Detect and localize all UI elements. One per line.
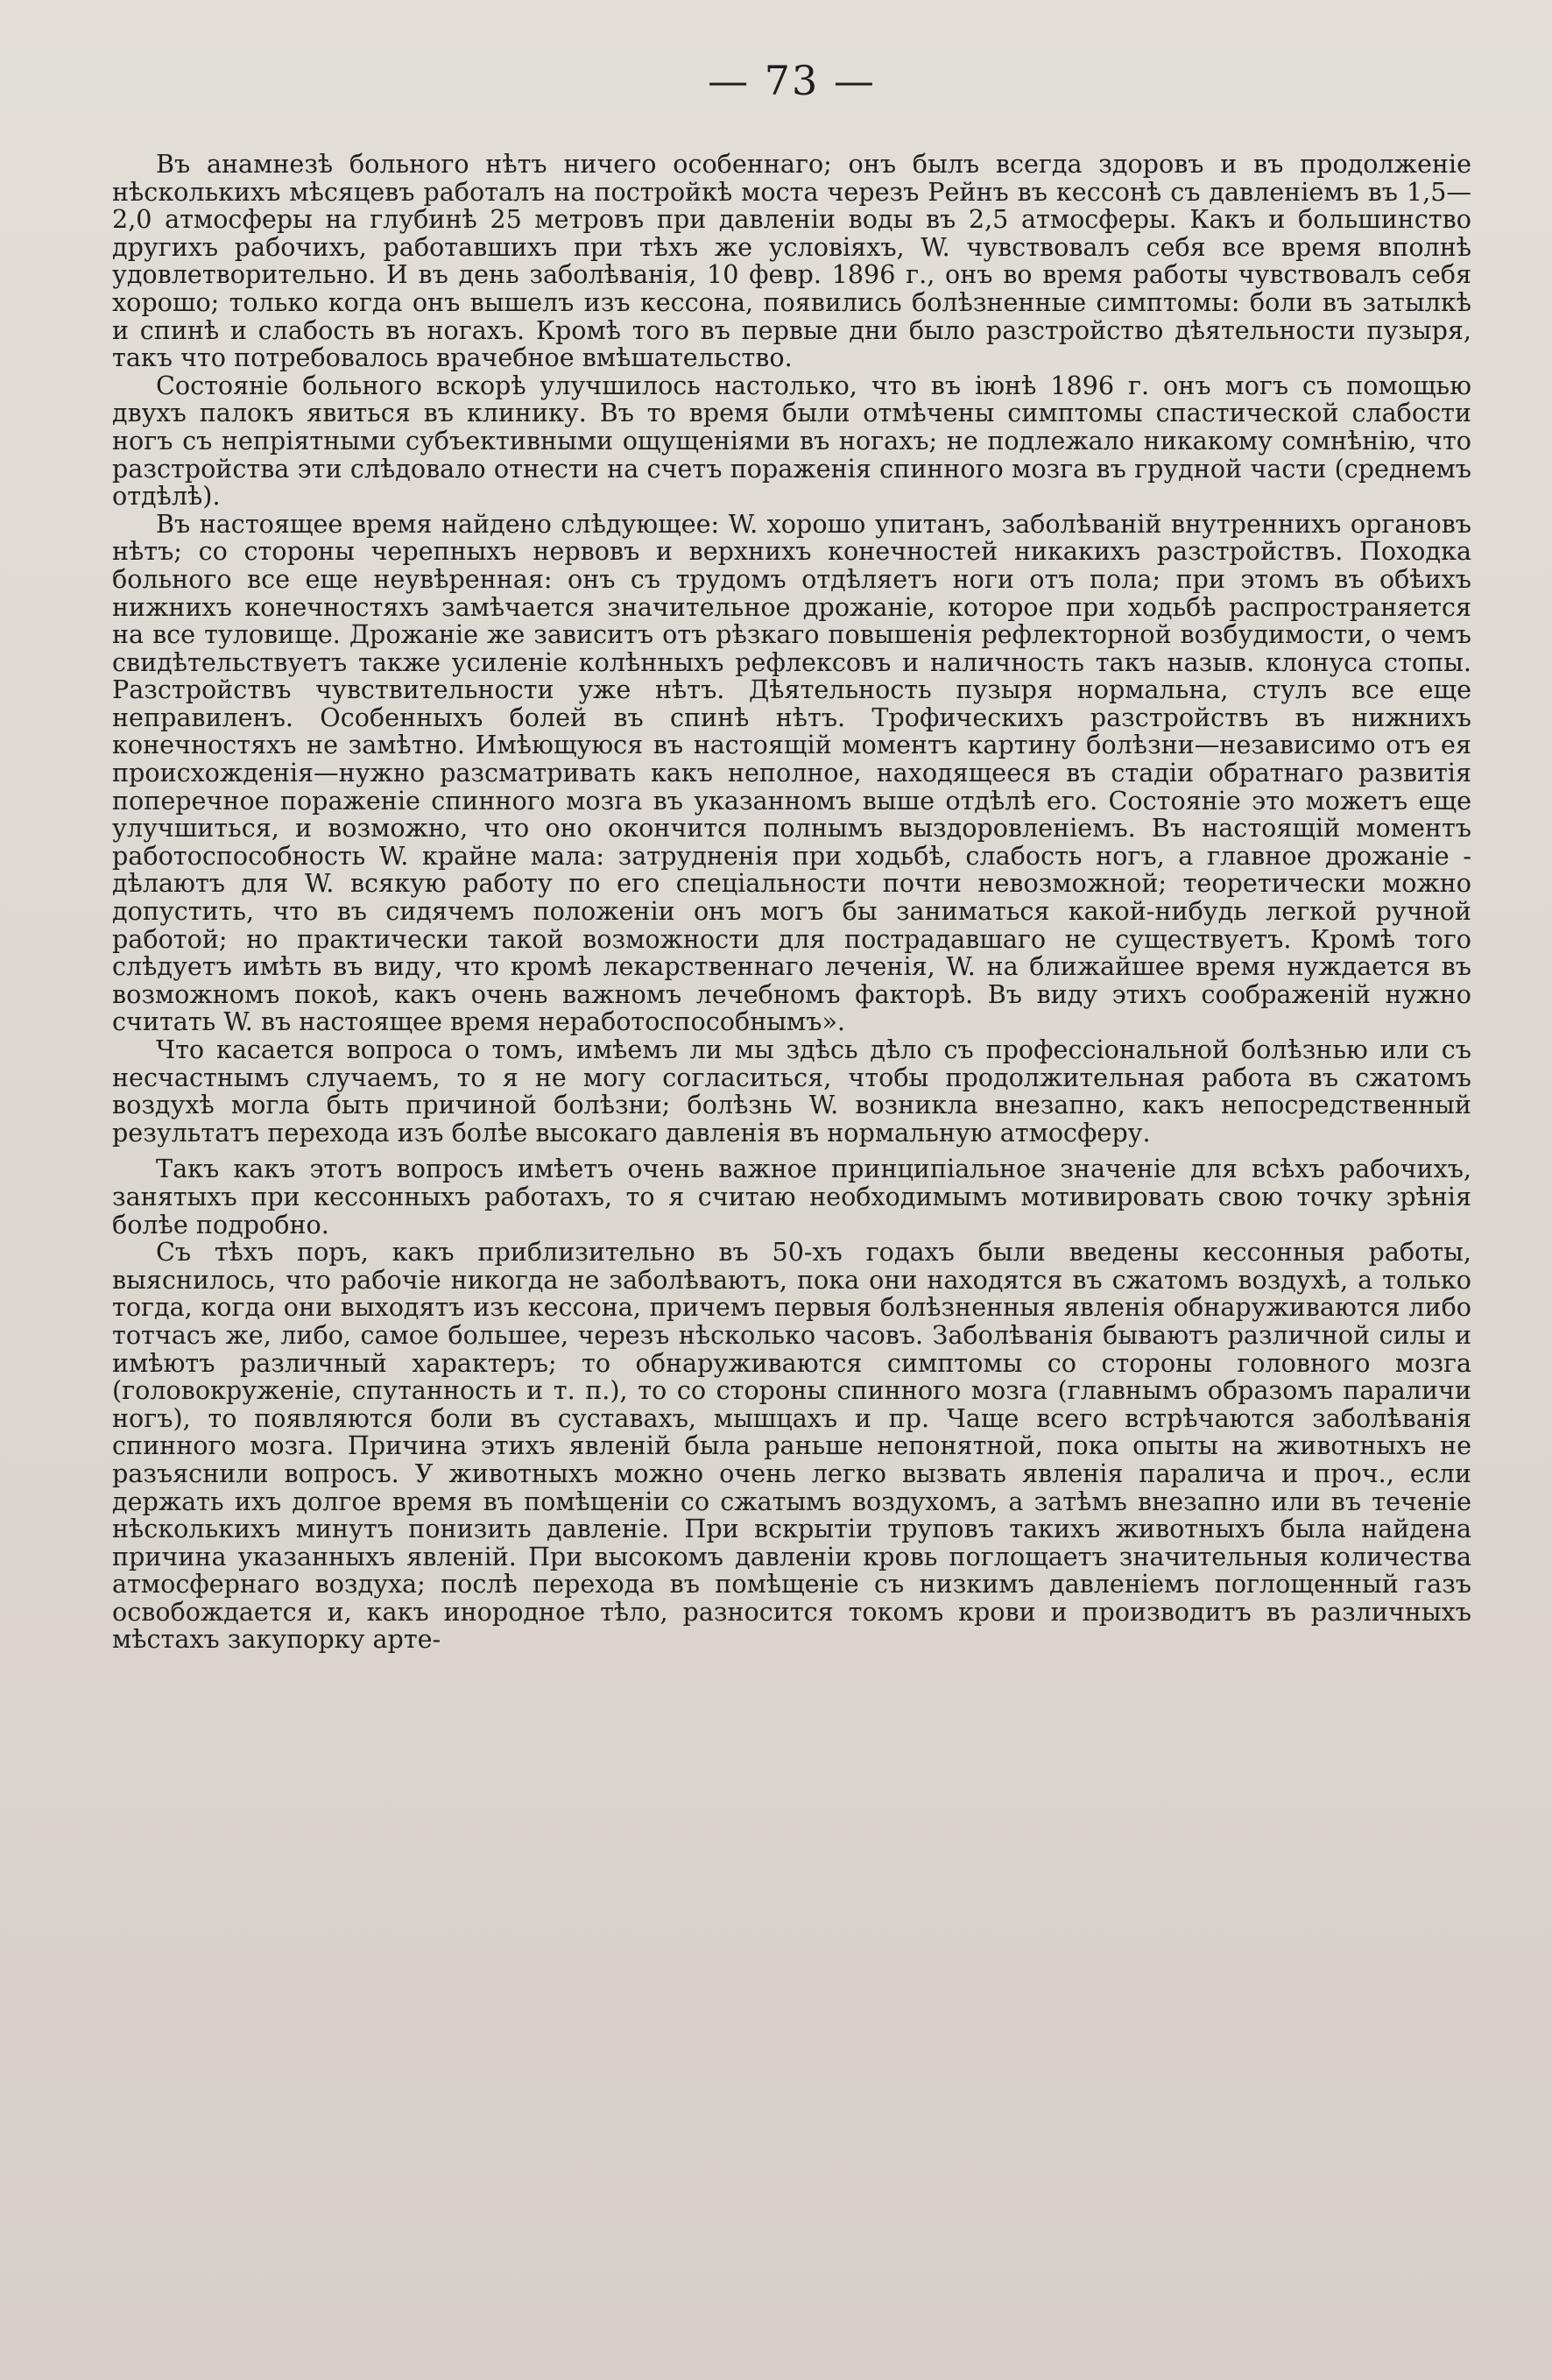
paragraph-caisson-history: Съ тѣхъ поръ, какъ приблизительно въ 50-хъ годахъ были введены кессонныя работы, выяснилось, что рабочіе никогда не заболѣваютъ, пока они находятся въ сжатомъ воздухѣ, а только тогда, когда они выходятъ изъ кессона, причемъ первыя болѣзненныя явленія обнаруживаются либо тотчасъ же, либо, самое большее, черезъ нѣсколько часовъ. Заболѣванія бываютъ различной силы и имѣютъ различный характеръ; то обнаруживаются симптомы со стороны головного мозга (головокруженіе, спутанность и т. п.), то со стороны спинного мозга (главнымъ образомъ параличи ногъ), то появляются боли въ суставахъ, мышцахъ и пр. Чаще всего встрѣчаются заболѣванія спинного мозга. Причина этихъ явленій была раньше непонятной, пока опыты на животныхъ не разъяснили вопросъ. У животныхъ можно очень легко вызвать явленія паралича и проч., если держать ихъ долгое время въ помѣщеніи со сжатымъ воздухомъ, а затѣмъ внезапно или въ теченіе нѣсколькихъ минутъ понизить давленіе. При вскрытіи труповъ такихъ животныхъ была найдена причина указанныхъ явленій. При высокомъ давленіи кровь поглощаетъ значительныя количества атмосфернаго воздуха; послѣ перехода въ помѣщеніе съ низкимъ давленіемъ поглощенный газъ освобождается и, какъ инородное тѣло, разносится токомъ крови и производитъ въ различныхъ мѣстахъ закупорку арте- [112, 1237, 1471, 1655]
page-body [112, 151, 1471, 1654]
paragraph-clinic-condition: Состояніе больного вскорѣ улучшилось настолько, что въ іюнѣ 1896 г. онъ могъ съ помощью двухъ палокъ явиться въ клинику. Въ то время были отмѣчены симптомы спастической слабости ногъ съ непріятными субъективными ощущеніями въ ногахъ; не подлежало никакому сомнѣнію, что разстройства эти слѣдовало отнести на счетъ пораженія спинного мозга въ грудной части (среднемъ отдѣлѣ). [112, 370, 1471, 512]
paragraph-occupational-question: Что касается вопроса о томъ, имѣемъ ли мы здѣсь дѣло съ профессіональной болѣзнью или съ несчастнымъ случаемъ, то я не могу согласиться, чтобы продолжительная работа въ сжатомъ воздухѣ могла быть причиной болѣзни; болѣзнь W. возникла внезапно, какъ непосредственный результатъ перехода изъ болѣе высокаго давленія въ нормальную атмосферу. [112, 1035, 1471, 1148]
page-number: — 73 — [708, 57, 876, 104]
paragraph-anamnesis: Въ анамнезѣ больного нѣтъ ничего особеннаго; онъ былъ всегда здоровъ и въ продолженіе нѣсколькихъ мѣсяцевъ работалъ на постройкѣ моста черезъ Рейнъ въ кессонѣ съ давленіемъ въ 1,5—2,0 атмосферы на глубинѣ 25 метровъ при давленіи воды въ 2,5 атмосферы. Какъ и большинство другихъ рабочихъ, работавшихъ при тѣхъ же условіяхъ, W. чувствовалъ себя все время вполнѣ удовлетворительно. И въ день заболѣванія, 10 февр. 1896 г., онъ во время работы чувствовалъ себя хорошо; только когда онъ вышелъ изъ кессона, появились болѣзненные симптомы: боли въ затылкѣ и спинѣ и слабость въ ногахъ. Кромѣ того въ первые дни было разстройство дѣятельности пузыря, такъ что потребовалось врачебное вмѣшательство. [112, 149, 1471, 373]
paragraph-principle: Такъ какъ этотъ вопросъ имѣетъ очень важное принципіальное значеніе для всѣхъ рабочихъ, занятыхъ при кессонныхъ работахъ, то я считаю необходимымъ мотивировать свою точку зрѣнія болѣе подробно. [112, 1154, 1471, 1239]
paragraph-current-findings: Въ настоящее время найдено слѣдующее: W. хорошо упитанъ, заболѣваній внутреннихъ органовъ нѣтъ; со стороны черепныхъ нервовъ и верхнихъ конечностей никакихъ разстройствъ. Походка больного все еще неувѣренная: онъ съ трудомъ отдѣляетъ ноги отъ пола; при этомъ въ обѣихъ нижнихъ конечностяхъ замѣчается значительное дрожаніе, которое при ходьбѣ распространяется на все туловище. Дрожаніе же зависитъ отъ рѣзкаго повышенія рефлекторной возбудимости, о чемъ свидѣтельствуетъ также усиленіе колѣнныхъ рефлексовъ и наличность такъ назыв. клонуса стопы. Разстройствъ чувствительности уже нѣтъ. Дѣятельность пузыря нормальна, стулъ все еще неправиленъ. Особенныхъ болей въ спинѣ нѣтъ. Трофическихъ разстройствъ въ нижнихъ конечностяхъ не замѣтно. Имѣющуюся въ настоящій моментъ картину болѣзни—независимо отъ ея происхожденія—нужно разсматривать какъ неполное, находящееся въ стадіи обратнаго развитія поперечное пораженіе спинного мозга въ указанномъ выше отдѣлѣ его. Состояніе это можетъ еще улучшиться, и возможно, что оно окончится полнымъ выздоровленіемъ. Въ настоящій моментъ работоспособность W. крайне мала: затрудненія при ходьбѣ, слабость ногъ, а главное дрожаніе - дѣлаютъ для W. всякую работу по его спеціальности почти невозможной; теоретически можно допустить, что въ сидячемъ положеніи онъ могъ бы заниматься какой-нибудь легкой ручной работой; но практически такой возможности для пострадавшаго не существуетъ. Кромѣ того слѣдуетъ имѣть въ виду, что кромѣ лекарственнаго леченія, W. на ближайшее время нуждается въ возможномъ покоѣ, какъ очень важномъ лечебномъ факторѣ. Въ виду этихъ соображеній нужно считать W. въ настоящее время неработоспособнымъ». [112, 508, 1471, 1037]
